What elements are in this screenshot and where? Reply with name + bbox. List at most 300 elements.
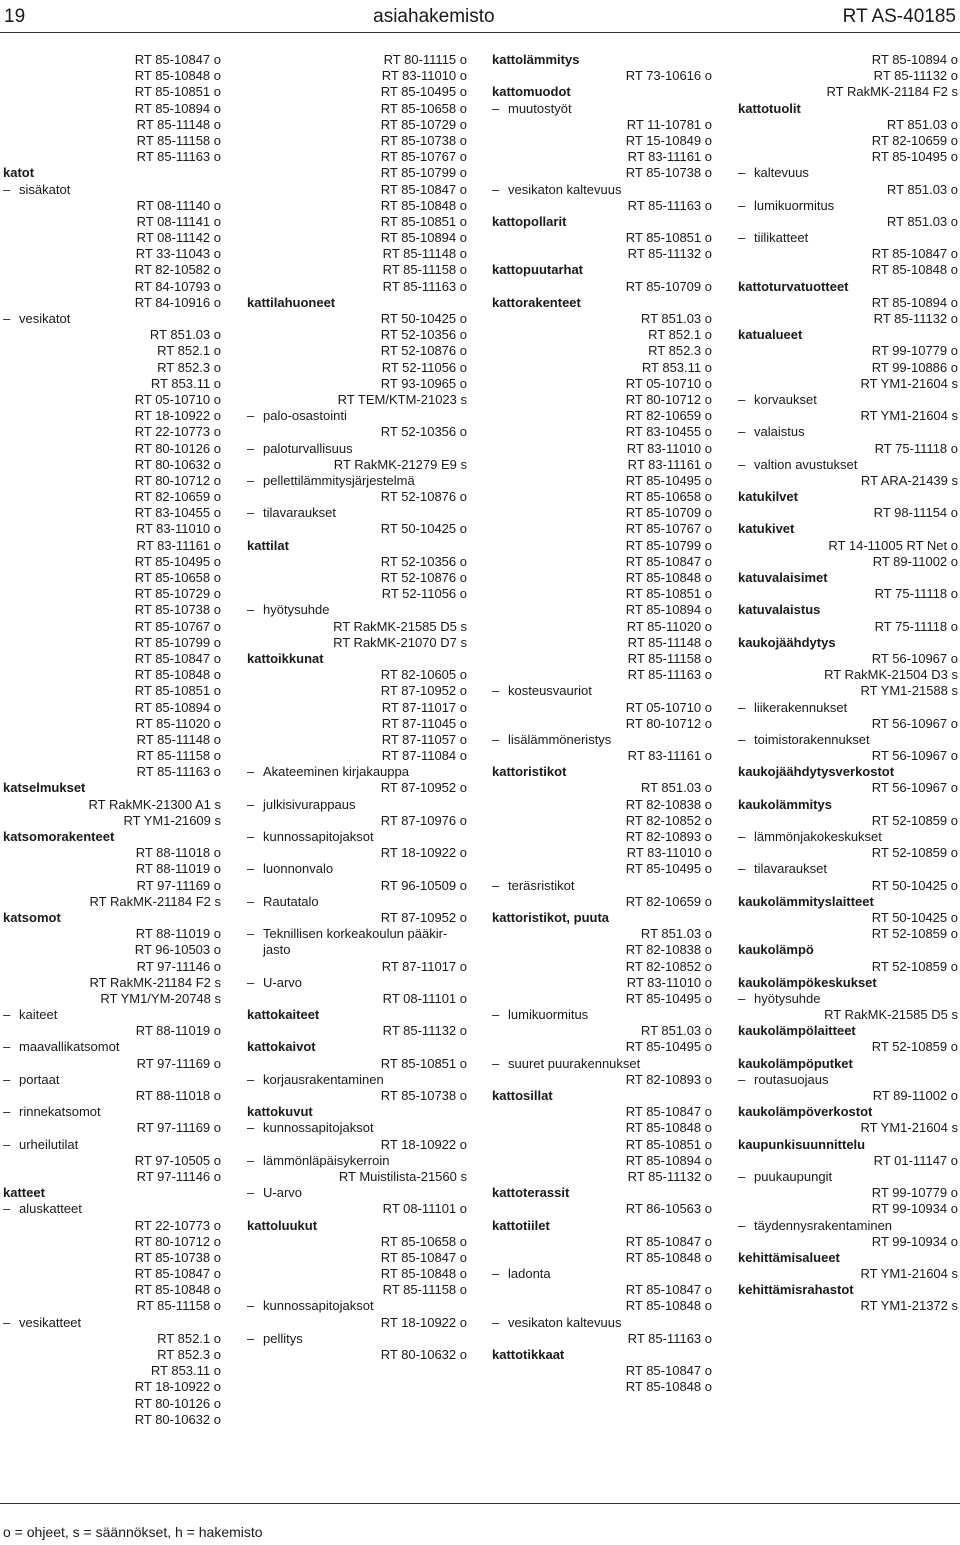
- index-reference: RT 85-11148 o: [136, 731, 221, 747]
- index-reference: RT 852.3 o: [157, 1347, 221, 1362]
- index-column-1: [3, 52, 221, 1428]
- index-reference: RT 83-11161 o: [136, 537, 221, 553]
- index-reference: RT 85-11163 o: [136, 764, 221, 780]
- index-reference: RT 85-10894 o: [871, 52, 958, 67]
- index-reference: RT 851.03 o: [886, 213, 958, 229]
- header-divider: [0, 32, 960, 33]
- index-reference: RT 85-10738 o: [625, 165, 712, 181]
- index-reference: RT 85-10847 o: [625, 1282, 712, 1298]
- index-subentry: – lumikuormitus: [738, 198, 958, 214]
- index-reference: RT 83-11010 o: [626, 974, 712, 990]
- index-reference: RT 85-11148 o: [382, 246, 467, 262]
- index-reference: RT 52-10356 o: [380, 424, 467, 440]
- index-subentry: – suuret puurakennukset: [492, 1056, 712, 1072]
- index-heading: kaukolämpökeskukset: [738, 974, 877, 990]
- index-heading: kaukolämpölaitteet: [738, 1023, 856, 1039]
- index-reference: RT 85-10738 o: [134, 602, 221, 618]
- index-subentry: – tiilikatteet: [738, 230, 958, 246]
- index-reference: RT 52-10356 o: [380, 553, 467, 569]
- index-reference: RT 85-10848 o: [380, 1266, 467, 1282]
- index-reference: RT 82-10659 o: [625, 408, 712, 424]
- index-reference: RT 85-11158 o: [382, 262, 467, 278]
- index-heading: kattoristikot, puuta: [492, 909, 610, 925]
- index-reference: RT 82-10838 o: [625, 942, 712, 958]
- index-reference: RT 11-10781 o: [626, 116, 712, 132]
- index-reference: RT 852.3 o: [157, 359, 221, 375]
- index-reference: RT 99-10934 o: [871, 1233, 958, 1249]
- index-reference: RT YM1-21588 s: [860, 683, 958, 699]
- index-subentry: – vesikaton kaltevuus: [492, 182, 712, 198]
- index-reference: RT 851.03 o: [640, 1023, 712, 1039]
- page-header: [0, 0, 960, 34]
- index-reference: RT 01-11147 o: [873, 1152, 958, 1168]
- index-subentry: – paloturvallisuus: [247, 441, 467, 457]
- index-reference: RT 50-10425 o: [871, 877, 958, 893]
- index-subentry: – U-arvo: [247, 975, 467, 991]
- index-subentry: – hyötysuhde: [738, 991, 958, 1007]
- index-heading: katukilvet: [738, 489, 798, 505]
- index-reference: RT 87-11017 o: [381, 958, 467, 974]
- index-column-3: [492, 52, 712, 1396]
- index-reference: RT 97-11169 o: [136, 1120, 221, 1136]
- index-reference: RT 80-10126 o: [134, 1395, 221, 1411]
- index-reference: RT YM1-21604 s: [860, 1120, 958, 1136]
- index-subentry: – maavallikatsomot: [3, 1039, 221, 1055]
- index-subentry: – liikerakennukset: [738, 700, 958, 716]
- index-reference: RT 97-11146 o: [136, 1168, 221, 1184]
- index-reference: RT 85-10729 o: [380, 116, 467, 132]
- index-reference: RT 85-10848 o: [625, 1379, 712, 1395]
- index-reference: RT 85-11132 o: [627, 246, 712, 262]
- index-heading: kaukojäähdytysverkostot: [738, 764, 895, 780]
- index-reference: RT 852.1 o: [157, 343, 221, 359]
- index-reference: RT 98-11154 o: [873, 505, 958, 521]
- index-reference: RT 85-10799 o: [380, 165, 467, 181]
- index-reference: RT 85-10847 o: [625, 1104, 712, 1120]
- index-heading: kattopollarit: [492, 213, 567, 229]
- index-reference: RT 97-10505 o: [134, 1152, 221, 1168]
- index-reference: RT 85-10851 o: [625, 230, 712, 246]
- index-reference: RT 85-11132 o: [382, 1023, 467, 1039]
- index-reference: RT 85-11148 o: [627, 634, 712, 650]
- index-reference: RT 852.3 o: [648, 343, 712, 359]
- index-reference: RT 85-10847 o: [134, 1266, 221, 1282]
- index-reference: RT RakMK-21300 A1 s: [88, 796, 221, 812]
- index-reference: RT 85-10848 o: [134, 667, 221, 683]
- index-heading: katualueet: [738, 327, 803, 343]
- index-reference: RT 97-11169 o: [136, 1055, 221, 1071]
- index-subentry: – valaistus: [738, 424, 958, 440]
- index-reference: RT 851.03 o: [640, 780, 712, 796]
- index-reference: RT 80-10712 o: [625, 391, 712, 407]
- index-reference: RT 08-11142 o: [136, 230, 221, 246]
- index-reference: RT YM1/YM-20748 s: [100, 990, 221, 1006]
- index-subentry: – ladonta: [492, 1266, 712, 1282]
- index-reference: RT 82-10852 o: [625, 958, 712, 974]
- index-heading: katselmukset: [3, 780, 86, 796]
- index-heading: kattorakenteet: [492, 294, 581, 310]
- index-reference: RT YM1-21609 s: [123, 812, 221, 828]
- index-reference: RT 97-11169 o: [136, 877, 221, 893]
- index-reference: RT 851.03 o: [886, 116, 958, 132]
- index-reference: RT 85-10847 o: [380, 1249, 467, 1265]
- index-reference: RT 84-10793 o: [134, 278, 221, 294]
- index-reference: RT 33-11043 o: [135, 246, 221, 262]
- index-reference: RT 85-10767 o: [380, 149, 467, 165]
- index-reference: RT 85-10894 o: [134, 100, 221, 116]
- index-reference: RT 83-11010 o: [626, 845, 712, 861]
- index-reference: RT 85-10894 o: [134, 699, 221, 715]
- index-reference: RT 18-10922 o: [380, 845, 467, 861]
- index-reference: RT 85-11163 o: [136, 149, 221, 165]
- index-reference: RT 56-10967 o: [871, 650, 958, 666]
- index-reference: RT 85-10848 o: [625, 1120, 712, 1136]
- index-columns: [0, 52, 960, 1492]
- index-subentry: – kunnossapitojaksot: [247, 1120, 467, 1136]
- index-reference: RT 87-10976 o: [380, 812, 467, 828]
- index-reference: RT 85-10847 o: [134, 52, 221, 67]
- index-reference: RT 851.03 o: [640, 311, 712, 326]
- index-reference: RT 85-10848 o: [871, 262, 958, 278]
- document-code: RT AS-40185: [842, 6, 956, 27]
- index-reference: RT 85-10848 o: [134, 68, 221, 84]
- index-reference: RT YM1-21372 s: [860, 1298, 958, 1314]
- index-heading: kehittämisrahastot: [738, 1282, 854, 1298]
- index-reference: RT 85-10495 o: [871, 149, 958, 165]
- index-reference: RT 88-11019 o: [135, 926, 221, 942]
- index-reference: RT 82-10852 o: [625, 812, 712, 828]
- index-heading: kaukolämmityslaitteet: [738, 893, 874, 909]
- index-reference: RT 85-11163 o: [627, 197, 712, 213]
- index-reference: RT 18-10922 o: [380, 1314, 467, 1330]
- index-reference: RT 83-11161 o: [627, 456, 712, 472]
- index-reference: RT 87-10952 o: [380, 909, 467, 925]
- index-subentry: – Akateeminen kirjakauppa: [247, 764, 467, 780]
- index-reference: RT 80-10712 o: [134, 472, 221, 488]
- index-reference: RT 85-10894 o: [625, 602, 712, 618]
- index-reference: RT 85-10851 o: [134, 84, 221, 100]
- index-heading: katukivet: [738, 521, 795, 537]
- index-reference: RT 85-10495 o: [625, 990, 712, 1006]
- index-subentry: – pellitys: [247, 1331, 467, 1347]
- index-reference: RT 85-10738 o: [380, 132, 467, 148]
- index-heading: kaukojäähdytys: [738, 634, 836, 650]
- index-reference: RT 93-10965 o: [380, 375, 467, 391]
- index-subentry: – muutostyöt: [492, 101, 712, 117]
- index-heading: kattoristikot: [492, 764, 567, 780]
- index-reference: RT 52-10876 o: [380, 343, 467, 359]
- index-heading: katuvalaistus: [738, 602, 821, 618]
- index-subentry: – korvaukset: [738, 392, 958, 408]
- index-reference: RT 99-10779 o: [871, 343, 958, 359]
- index-reference: RT 52-10859 o: [871, 958, 958, 974]
- index-reference: RT 18-10922 o: [380, 1136, 467, 1152]
- index-reference: RT 853.11 o: [150, 375, 221, 391]
- index-reference: RT 83-10455 o: [134, 505, 221, 521]
- index-reference: RT 851.03 o: [640, 926, 712, 942]
- index-heading: kattomuodot: [492, 84, 571, 100]
- index-reference: RT RakMK-21184 F2 s: [826, 84, 958, 100]
- index-reference: RT 82-10582 o: [134, 262, 221, 278]
- index-reference: RT 56-10967 o: [871, 748, 958, 764]
- index-reference: RT 85-10495 o: [625, 861, 712, 877]
- index-reference: RT 80-10632 o: [380, 1347, 467, 1362]
- index-reference: RT 52-10356 o: [380, 327, 467, 343]
- index-heading: kattoluukut: [247, 1217, 318, 1233]
- index-heading: kattotiilet: [492, 1217, 550, 1233]
- index-reference: RT 85-11158 o: [136, 1298, 221, 1314]
- index-reference: RT 88-11018 o: [135, 1088, 221, 1103]
- index-reference: RT 52-10859 o: [871, 1039, 958, 1055]
- index-reference: RT 83-11010 o: [626, 440, 712, 456]
- index-heading: kattilahuoneet: [247, 294, 336, 310]
- index-heading: kattosillat: [492, 1088, 553, 1103]
- index-heading: kattilat: [247, 537, 289, 553]
- index-reference: RT 80-11115 o: [383, 52, 467, 67]
- index-reference: RT 18-10922 o: [134, 408, 221, 424]
- index-subentry: – pellettilämmitysjärjestelmä: [247, 473, 467, 489]
- index-reference: RT 85-10848 o: [625, 1249, 712, 1265]
- index-reference: RT 85-10851 o: [380, 1055, 467, 1071]
- index-reference: RT 52-10859 o: [871, 812, 958, 828]
- index-reference: RT 99-10934 o: [871, 1201, 958, 1217]
- index-subentry: – kunnossapitojaksot: [247, 1298, 467, 1314]
- index-reference: RT 08-11101 o: [382, 990, 467, 1006]
- index-reference: RT 80-10632 o: [134, 456, 221, 472]
- index-heading: kaukolämpöverkostot: [738, 1104, 873, 1120]
- index-reference: RT 05-10710 o: [625, 699, 712, 715]
- index-reference: RT 82-10659 o: [871, 132, 958, 148]
- index-reference: RT 85-11132 o: [873, 68, 958, 84]
- index-subentry-continuation: jasto: [263, 942, 291, 958]
- index-subentry: – urheilutilat: [3, 1137, 221, 1153]
- index-heading: katsomorakenteet: [3, 829, 115, 844]
- index-reference: RT TEM/KTM-21023 s: [337, 391, 467, 407]
- index-reference: RT 85-10658 o: [134, 570, 221, 585]
- index-reference: RT 85-11158 o: [136, 132, 221, 148]
- index-reference: RT 56-10967 o: [871, 715, 958, 731]
- index-reference: RT 852.1 o: [157, 1330, 221, 1346]
- index-reference: RT 85-10848 o: [134, 1282, 221, 1298]
- index-heading: kattolämmitys: [492, 52, 580, 67]
- index-reference: RT RakMK-21585 D5 s: [333, 618, 467, 634]
- index-subentry: – U-arvo: [247, 1185, 467, 1201]
- index-reference: RT 15-10849 o: [625, 132, 712, 148]
- index-heading: kattopuutarhat: [492, 262, 583, 278]
- index-reference: RT 85-11132 o: [627, 1168, 712, 1184]
- index-reference: RT RakMK-21504 D3 s: [824, 667, 958, 683]
- index-reference: RT 50-10425 o: [871, 909, 958, 925]
- index-reference: RT 52-11056 o: [381, 586, 467, 602]
- index-reference: RT 50-10425 o: [380, 311, 467, 326]
- index-reference: RT 85-10847 o: [625, 1233, 712, 1249]
- index-reference: RT 853.11 o: [641, 359, 712, 375]
- index-reference: RT 85-10738 o: [134, 1249, 221, 1265]
- page-number: 19: [4, 6, 26, 27]
- index-reference: RT ARA-21439 s: [860, 472, 958, 488]
- index-reference: RT 85-10848 o: [625, 1298, 712, 1314]
- index-heading: kehittämisalueet: [738, 1249, 840, 1265]
- index-reference: RT 52-11056 o: [381, 359, 467, 375]
- index-reference: RT 05-10710 o: [625, 375, 712, 391]
- index-reference: RT 85-10847 o: [134, 650, 221, 666]
- index-heading: kaukolämpöputket: [738, 1055, 853, 1071]
- index-column-4: [738, 52, 958, 1315]
- footer-divider: [0, 1503, 960, 1504]
- index-reference: RT 97-11146 o: [136, 958, 221, 974]
- index-reference: RT 85-10495 o: [625, 1039, 712, 1055]
- index-reference: RT 85-10799 o: [134, 634, 221, 650]
- index-subentry: – luonnonvalo: [247, 861, 467, 877]
- index-reference: RT 85-10767 o: [625, 521, 712, 537]
- index-reference: RT 52-10859 o: [871, 926, 958, 942]
- index-reference: RT 52-10876 o: [380, 570, 467, 585]
- index-heading: katuvalaisimet: [738, 570, 828, 585]
- index-reference: RT 52-10859 o: [871, 845, 958, 861]
- index-reference: RT 85-10729 o: [134, 586, 221, 602]
- index-heading: kaupunkisuunnittelu: [738, 1136, 866, 1152]
- index-reference: RT 22-10773 o: [134, 1217, 221, 1233]
- index-reference: RT RakMK-21279 E9 s: [333, 456, 467, 472]
- index-reference: RT 22-10773 o: [134, 424, 221, 440]
- index-reference: RT 85-10851 o: [625, 586, 712, 602]
- index-reference: RT 18-10922 o: [134, 1379, 221, 1395]
- index-subentry: – tilavaraukset: [247, 505, 467, 521]
- index-reference: RT 08-11140 o: [136, 197, 221, 213]
- index-reference: RT 83-11161 o: [627, 149, 712, 165]
- index-subentry: – vesikatteet: [3, 1315, 221, 1331]
- index-heading: kattotuolit: [738, 100, 801, 116]
- index-reference: RT 85-10894 o: [871, 294, 958, 310]
- index-reference: RT 85-11163 o: [627, 667, 712, 683]
- index-heading: kattotikkaat: [492, 1347, 565, 1362]
- index-reference: RT 82-10893 o: [625, 1071, 712, 1087]
- index-subentry: – lisälämmöneristys: [492, 732, 712, 748]
- index-reference: RT 85-10847 o: [625, 1363, 712, 1379]
- index-subentry: – teräsristikot: [492, 878, 712, 894]
- index-column-2: [247, 52, 467, 1363]
- index-subentry: – Rautatalo: [247, 894, 467, 910]
- index-reference: RT 80-10712 o: [625, 715, 712, 731]
- index-reference: RT 83-10455 o: [625, 424, 712, 440]
- index-reference: RT RakMK-21184 F2 s: [89, 893, 221, 909]
- index-reference: RT 82-10605 o: [380, 667, 467, 683]
- index-reference: RT 82-10838 o: [625, 796, 712, 812]
- index-subentry: – korjausrakentaminen: [247, 1072, 467, 1088]
- index-reference: RT 87-11084 o: [381, 748, 467, 764]
- index-reference: RT 85-10495 o: [380, 84, 467, 100]
- index-subentry: – vesikatot: [3, 311, 221, 327]
- index-subentry: – toimistorakennukset: [738, 732, 958, 748]
- index-subentry: – vesikaton kaltevuus: [492, 1315, 712, 1331]
- index-reference: RT 851.03 o: [886, 181, 958, 197]
- index-subentry: – palo-osastointi: [247, 408, 467, 424]
- index-reference: RT 83-11010 o: [135, 521, 221, 537]
- index-reference: RT 85-10851 o: [380, 213, 467, 229]
- index-subentry: – kosteusvauriot: [492, 683, 712, 699]
- index-heading: katot: [3, 165, 35, 181]
- index-reference: RT 83-11010 o: [381, 68, 467, 84]
- index-reference: RT YM1-21604 s: [860, 408, 958, 424]
- index-subentry: – Teknillisen korkeakoulun pääkir-: [247, 926, 467, 942]
- index-heading: kaukolämpö: [738, 942, 814, 958]
- index-subentry: – kaltevuus: [738, 165, 958, 181]
- index-reference: RT 88-11019 o: [135, 861, 221, 877]
- index-reference: RT 83-11161 o: [627, 748, 712, 764]
- index-reference: RT 85-10851 o: [134, 683, 221, 699]
- index-reference: RT 85-10799 o: [625, 537, 712, 553]
- index-reference: RT 85-11158 o: [382, 1282, 467, 1298]
- index-subentry: – julkisivurappaus: [247, 797, 467, 813]
- index-reference: RT 85-11148 o: [136, 116, 221, 132]
- page-title: asiahakemisto: [373, 6, 495, 27]
- index-reference: RT 85-10495 o: [625, 472, 712, 488]
- index-reference: RT 82-10659 o: [625, 893, 712, 909]
- index-reference: RT 75-11118 o: [874, 440, 958, 456]
- index-reference: RT 75-11118 o: [874, 586, 958, 602]
- index-reference: RT 87-11017 o: [381, 699, 467, 715]
- index-heading: katteet: [3, 1185, 45, 1201]
- index-reference: RT 52-10876 o: [380, 489, 467, 505]
- index-reference: RT 05-10710 o: [134, 391, 221, 407]
- index-reference: RT 88-11019 o: [135, 1023, 221, 1039]
- index-reference: RT 85-10709 o: [625, 505, 712, 521]
- index-reference: RT 82-10893 o: [625, 829, 712, 844]
- index-reference: RT 85-10847 o: [625, 553, 712, 569]
- index-reference: RT 87-11045 o: [381, 715, 467, 731]
- index-subentry: – valtion avustukset: [738, 457, 958, 473]
- index-reference: RT 85-10848 o: [380, 197, 467, 213]
- index-subentry: – kunnossapitojaksot: [247, 829, 467, 845]
- index-reference: RT 84-10916 o: [134, 294, 221, 310]
- index-reference: RT 85-10894 o: [380, 230, 467, 246]
- index-reference: RT 85-11158 o: [627, 650, 712, 666]
- index-heading: kattoturvatuotteet: [738, 278, 849, 294]
- index-subentry: – portaat: [3, 1072, 221, 1088]
- footer-legend: o = ohjeet, s = säännökset, h = hakemisto: [3, 1524, 263, 1540]
- index-reference: RT 85-10658 o: [380, 100, 467, 116]
- index-reference: RT 80-10632 o: [134, 1411, 221, 1427]
- index-reference: RT 85-10851 o: [625, 1136, 712, 1152]
- index-reference: RT 85-10847 o: [380, 181, 467, 197]
- index-heading: kattokaiteet: [247, 1007, 320, 1023]
- index-reference: RT 50-10425 o: [380, 521, 467, 537]
- index-reference: RT 85-10709 o: [625, 278, 712, 294]
- index-subentry: – täydennysrakentaminen: [738, 1218, 958, 1234]
- index-reference: RT 96-10509 o: [380, 877, 467, 893]
- index-reference: RT RakMK-21585 D5 s: [824, 1007, 958, 1023]
- index-reference: RT 85-10894 o: [625, 1152, 712, 1168]
- index-reference: RT 853.11 o: [150, 1363, 221, 1379]
- index-reference: RT 852.1 o: [648, 327, 712, 343]
- index-reference: RT 87-11057 o: [381, 731, 467, 747]
- index-reference: RT 85-10495 o: [134, 553, 221, 569]
- index-reference: RT 86-10563 o: [625, 1201, 712, 1217]
- index-reference: RT 89-11002 o: [872, 553, 958, 569]
- index-subentry: – kaiteet: [3, 1007, 221, 1023]
- index-subentry: – sisäkatot: [3, 182, 221, 198]
- index-reference: RT 73-10616 o: [625, 68, 712, 84]
- index-subentry: – tilavaraukset: [738, 861, 958, 877]
- index-reference: RT YM1-21604 s: [860, 1266, 958, 1282]
- index-reference: RT 85-11163 o: [382, 278, 467, 294]
- index-subentry: – puukaupungit: [738, 1169, 958, 1185]
- index-reference: RT 85-11020 o: [135, 715, 221, 731]
- index-reference: RT 85-11163 o: [627, 1330, 712, 1346]
- index-subentry: – rinnekatsomot: [3, 1104, 221, 1120]
- index-subentry: – routasuojaus: [738, 1072, 958, 1088]
- index-heading: kattokaivot: [247, 1039, 316, 1055]
